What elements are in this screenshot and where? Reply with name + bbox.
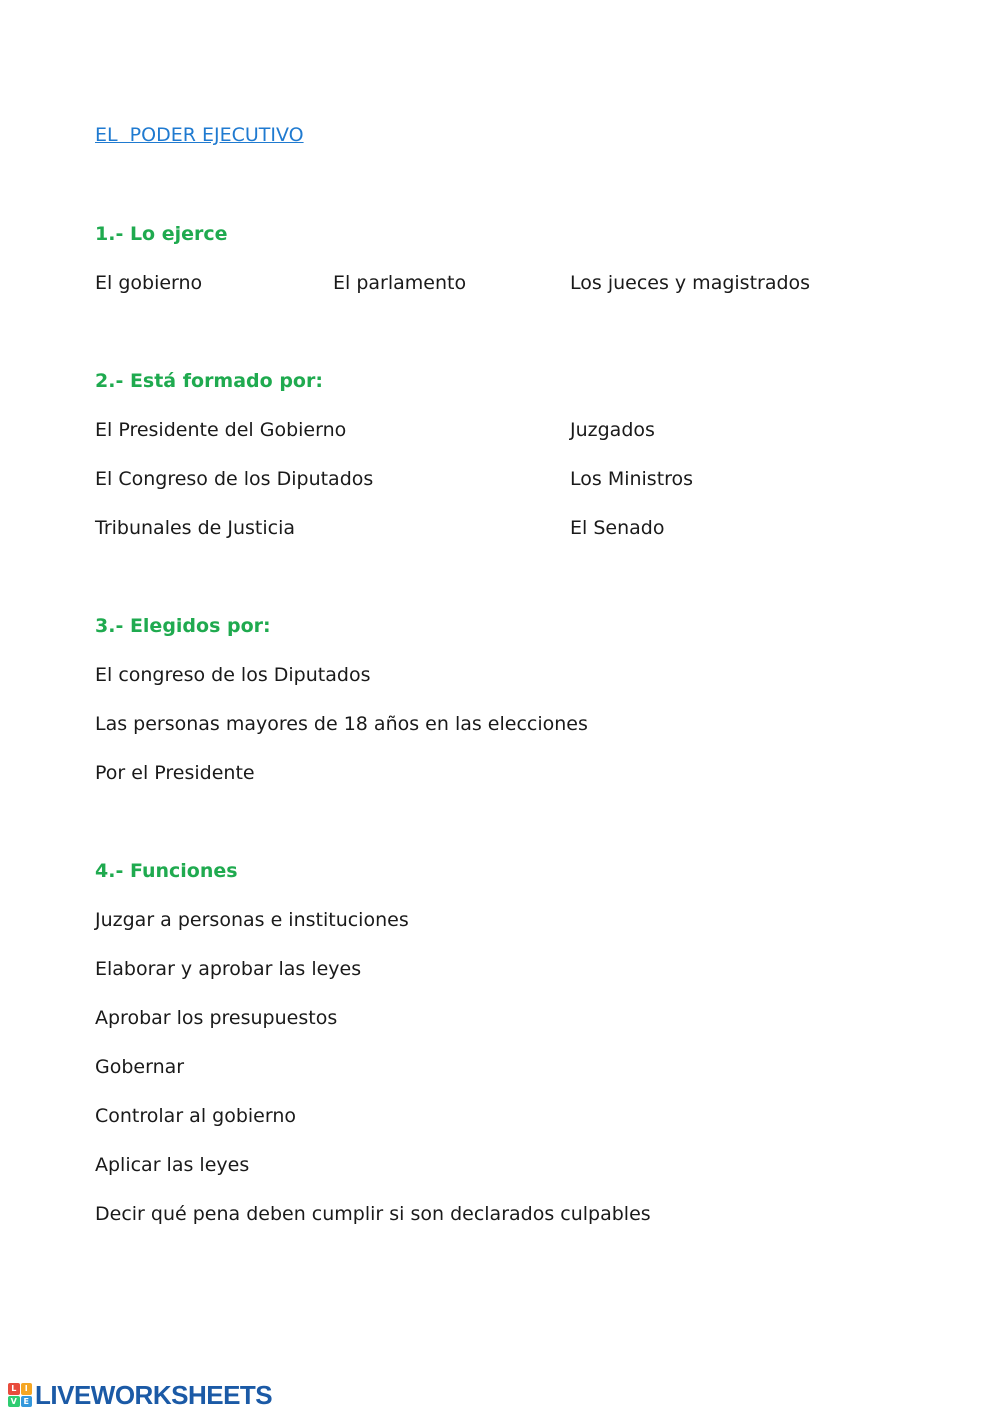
q4-option-aplicar[interactable]: Aplicar las leyes — [95, 1154, 250, 1176]
q1-option-parlamento[interactable]: El parlamento — [333, 272, 467, 294]
question-3-heading: 3.- Elegidos por: — [95, 615, 271, 637]
logo-tile: V — [8, 1396, 20, 1408]
q2-option-tribunales[interactable]: Tribunales de Justicia — [95, 517, 296, 539]
q1-option-gobierno[interactable]: El gobierno — [95, 272, 203, 294]
liveworksheets-logo-icon — [8, 1383, 32, 1407]
liveworksheets-brand — [8, 1380, 272, 1410]
q3-option-personas[interactable]: Las personas mayores de 18 años en las elecciones — [95, 713, 588, 735]
question-4-heading: 4.- Funciones — [95, 860, 238, 882]
q3-option-presidente[interactable]: Por el Presidente — [95, 762, 255, 784]
worksheet-title: EL PODER EJECUTIVO — [95, 124, 304, 146]
q2-option-senado[interactable]: El Senado — [570, 517, 665, 539]
q2-option-congreso[interactable]: El Congreso de los Diputados — [95, 468, 374, 490]
q4-option-elaborar[interactable]: Elaborar y aprobar las leyes — [95, 958, 362, 980]
q2-option-ministros[interactable]: Los Ministros — [570, 468, 694, 490]
q1-option-jueces[interactable]: Los jueces y magistrados — [570, 272, 811, 294]
q4-option-juzgar[interactable]: Juzgar a personas e instituciones — [95, 909, 409, 931]
brand-name: LIVEWORKSHEETS — [35, 1379, 273, 1410]
q4-option-gobernar[interactable]: Gobernar — [95, 1056, 185, 1078]
q4-option-presupuestos[interactable]: Aprobar los presupuestos — [95, 1007, 338, 1029]
q2-option-juzgados[interactable]: Juzgados — [570, 419, 655, 441]
logo-tile: E — [21, 1396, 33, 1408]
logo-tile: I — [21, 1383, 33, 1395]
q4-option-pena[interactable]: Decir qué pena deben cumplir si son declarados culpables — [95, 1203, 651, 1225]
q3-option-congreso[interactable]: El congreso de los Diputados — [95, 664, 371, 686]
q4-option-controlar[interactable]: Controlar al gobierno — [95, 1105, 296, 1127]
q2-option-presidente[interactable]: El Presidente del Gobierno — [95, 419, 347, 441]
question-1-heading: 1.- Lo ejerce — [95, 223, 228, 245]
logo-tile: L — [8, 1383, 20, 1395]
question-2-heading: 2.- Está formado por: — [95, 370, 323, 392]
